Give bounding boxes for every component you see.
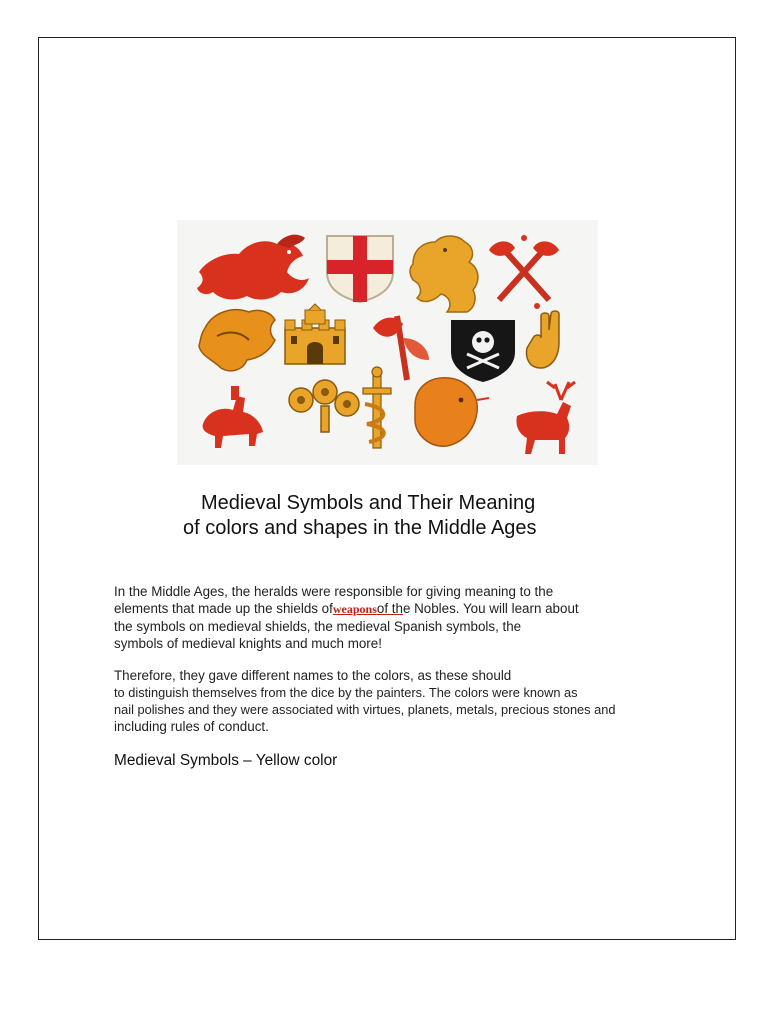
fleur-trefoil-icon	[289, 380, 359, 432]
stag-icon	[516, 382, 575, 454]
underlined-fragment: of th	[376, 601, 403, 616]
text-fragment: e Nobles. You will learn about	[402, 601, 579, 616]
lion-passant-icon	[197, 235, 309, 300]
paragraph-line: including rules of conduct.	[114, 719, 269, 734]
document-title-line-2: of colors and shapes in the Middle Ages	[183, 517, 537, 539]
paragraph-colors	[114, 667, 615, 735]
sword-serpent-icon	[363, 367, 391, 448]
skull-crossbones-shield-icon	[451, 320, 515, 382]
paragraph-line: the symbols on medieval shields, the medieval Spanish symbols, the	[114, 619, 522, 634]
crossed-axes-icon	[489, 235, 559, 309]
lion-head-icon	[415, 378, 489, 446]
heraldic-symbols-image	[177, 220, 598, 465]
horseman-icon	[203, 386, 263, 448]
cross-shield-icon	[327, 236, 393, 302]
document-title-line-1: Medieval Symbols and Their Meaning	[201, 492, 536, 514]
paragraph-line: Therefore, they gave different names to the colors, as these should	[114, 668, 512, 683]
paragraph-line: to distinguish themselves from the dice by the painters. The colors were known as	[114, 685, 578, 700]
knight-head-icon	[199, 310, 275, 371]
page-frame	[38, 37, 736, 940]
blessing-hand-icon	[527, 311, 559, 368]
section-subheading: Medieval Symbols – Yellow color	[114, 752, 338, 769]
castle-icon	[285, 304, 345, 364]
paragraph-heralds	[114, 583, 579, 652]
weapons-link[interactable]: weapons	[332, 602, 377, 616]
paragraph-line: nail polishes and they were associated with virtues, planets, metals, precious stones and	[114, 702, 616, 717]
paragraph-line: symbols of medieval knights and much more!	[114, 636, 382, 651]
paragraph-line: In the Middle Ages, the heralds were responsible for giving meaning to the	[114, 584, 554, 599]
rampant-lion-icon	[410, 236, 478, 312]
paragraph-line-with-link	[114, 600, 579, 618]
text-fragment: elements that made up the shields of	[114, 601, 333, 616]
